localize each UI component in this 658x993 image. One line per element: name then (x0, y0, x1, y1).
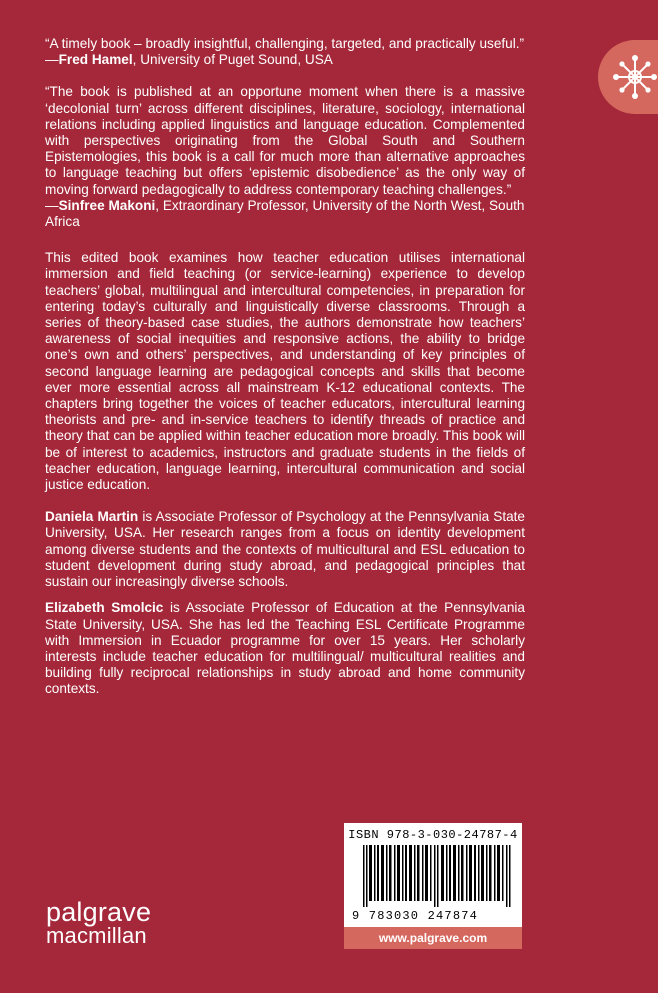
back-cover-text (45, 36, 525, 698)
quote-1-affiliation: , University of Puget Sound, USA (132, 52, 333, 68)
brand-line-2: macmillan (46, 923, 147, 948)
palgrave-snowflake-icon (608, 50, 658, 104)
quote-1-attribution: —Fred Hamel, University of Puget Sound, USA (45, 52, 333, 68)
website-link[interactable]: www.palgrave.com (344, 927, 522, 949)
author-1-text: is Associate Professor of Psychology at the Pennsylvania State University, USA. Her research ranges from a focus on identity development among diverse students and the contexts of multicultural and ESL education to student development during study abroad, and pedagogical principles that sustain our increasingly diverse schools. (45, 509, 525, 590)
book-description: This edited book examines how teacher education utilises international immersion and field teaching (or service-learning) experience to develop teachers’ global, multilingual and intercultural competencies, in preparation for entering today’s culturally and linguistically diverse classrooms. Through a series of theory-based case studies, the authors demonstrate how teachers’ awareness of social inequities and responsive actions, the ability to bridge one’s own and others’ perspectives, and understanding of key principles of second language learning are pedagogical concepts and skills that become ever more essential across all mainstream K-12 educational contexts. The chapters bring together the voices of teacher educators, intercultural learning theorists and pre- and in-service teachers to identify threads of practice and theory that can be applied within teacher education more broadly. This book will be of interest to academics, instructors and graduate students in the fields of teacher education, language learning, intercultural communication and social justice education. (45, 250, 525, 493)
quote-2-affiliation: , Extraordinary Professor, University of the North West, South Africa (45, 197, 525, 230)
publisher-logo-badge (598, 40, 658, 114)
barcode-graphic (363, 845, 513, 907)
author-bio-1 (45, 509, 525, 590)
quote-2-text: “The book is published at an opportune moment when there is a massive ‘decolonial turn’ across different disciplines, literature, sociology, international relations including applied linguistics and language education. Complemented with perspectives originating from the Global South and Southern Epistemologies, this book is a call for much more than alternative approaches to language teaching but offers ‘epistemic disobedience’ as the only way of moving forward pedagogically to address contemporary teaching challenges.” (45, 84, 525, 197)
quote-2-attribution: —Sinfree Makoni, Extraordinary Professor, University of the North West, South Africa (45, 197, 525, 230)
quote-2-name: Sinfree Makoni (58, 197, 156, 213)
isbn-digits: 9 783030 247874 (352, 909, 479, 923)
author-1-name: Daniela Martin (45, 509, 139, 525)
brand-line-1: palgrave (46, 897, 152, 927)
author-bio-2 (45, 600, 525, 697)
barcode-box (344, 823, 522, 927)
author-2-text: is Associate Professor of Education at the Pennsylvania State University, USA. She has led the Teaching ESL Certificate Programme with Immersion in Ecuador programme for over 15 years. Her scholarly interests include teacher education for multilingual/ multicultural realities and building fully reciprocal relationships in study abroad and home community contexts. (45, 600, 525, 697)
quote-1-name: Fred Hamel (58, 52, 133, 68)
quote-1-text: “A timely book – broadly insightful, challenging, targeted, and practically useful.” (45, 36, 525, 51)
publisher-wordmark (46, 897, 152, 948)
author-2-name: Elizabeth Smolcic (45, 600, 164, 616)
isbn-label: ISBN 978-3-030-24787-4 (348, 828, 518, 842)
